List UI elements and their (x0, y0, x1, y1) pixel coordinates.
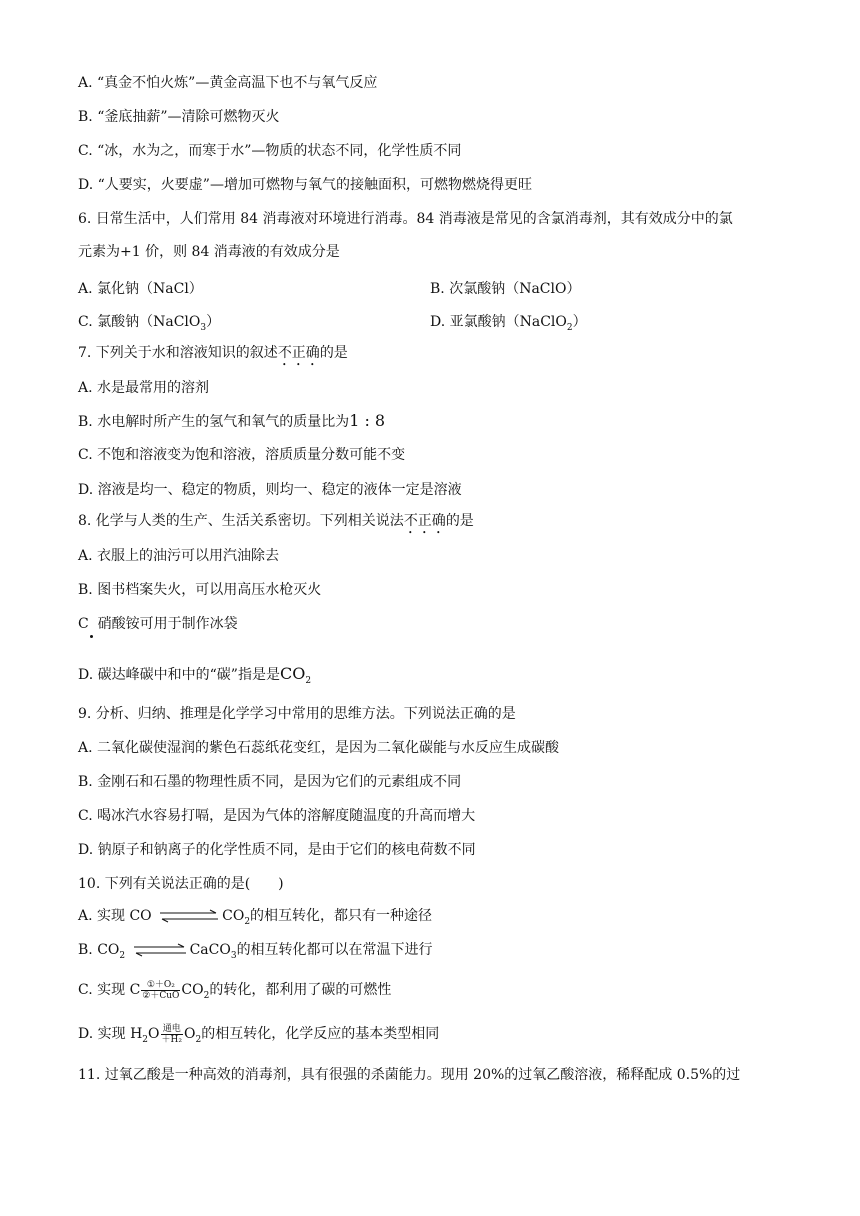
q10-option-c-cond-bottom: ②＋CuO (142, 990, 180, 1001)
q7-option-a: A. 水是最常用的溶剂 (78, 380, 210, 396)
reversible-arrow-icon (132, 943, 188, 957)
q8-option-d-sub: 2 (305, 675, 312, 686)
q8-option-d-text: D. 碳达峰碳中和中的“碳”指是是 (78, 667, 280, 683)
q10-option-b (78, 941, 433, 965)
q8-option-a: A. 衣服上的油污可以用汽油除去 (78, 548, 280, 564)
q10-option-d-o2: O (183, 1026, 196, 1042)
q6-option-c-sub: 3 (200, 322, 207, 333)
q8-option-b: B. 图书档案失火，可以用高压水枪灭火 (78, 582, 322, 598)
q6-option-d-sub: 2 (566, 322, 573, 333)
q6-option-a: A. 氯化钠（NaCl） (78, 281, 203, 297)
q5-option-a: A. “真金不怕火炼”—黄金高温下也不与氧气反应 (78, 75, 378, 91)
q8-stem-emphasis: 不正确 (403, 513, 446, 529)
q6-option-c-suffix: ） (206, 314, 221, 330)
q10-option-c-conditions (141, 980, 180, 1001)
q8-option-d-formula: CO (279, 664, 306, 683)
q10-option-d-sub1: 2 (142, 1034, 149, 1045)
q6-option-d (430, 311, 587, 333)
q10-option-a-suffix: 的相互转化，都只有一种途径 (250, 908, 433, 924)
stray-dot-mark (90, 635, 93, 638)
q10-option-b-sub1: 2 (119, 950, 126, 961)
q10-option-b-sub2: 3 (230, 950, 237, 961)
q9-option-d: D. 钠原子和钠离子的化学性质不同，是由于它们的核电荷数不同 (78, 842, 476, 858)
q10-option-d (78, 1022, 439, 1052)
q9-stem: 9. 分析、归纳、推理是化学学习中常用的思维方法。下列说法正确的是 (78, 706, 516, 722)
q10-option-d-suffix: 的相互转化，化学反应的基本类型相同 (201, 1026, 440, 1042)
q6-option-b: B. 次氯酸钠（NaClO） (430, 281, 581, 297)
q6-option-c-prefix: C. 氯酸钠（NaClO (78, 314, 201, 330)
q10-option-c-co: CO (181, 982, 204, 998)
q7-stem (78, 344, 348, 369)
q10-option-d-o: O (148, 1026, 160, 1042)
q10-option-c-cond-top: ①＋O₂ (141, 980, 180, 991)
q7-option-b-ratio: 1 : 8 (349, 411, 386, 430)
q10-option-c-sub: 2 (203, 990, 210, 1001)
q8-stem (78, 512, 474, 537)
q6-stem-line1: 6. 日常生活中，人们常用 84 消毒液对环境进行消毒。84 消毒液是常见的含氯消毒剂，其有效成分中的氯 (78, 211, 733, 227)
q9-option-a: A. 二氧化碳使湿润的紫色石蕊纸花变红，是因为二氧化碳能与水反应生成碳酸 (78, 740, 560, 756)
q8-option-c-text: 硝酸铵可用于制作冰袋 (97, 616, 238, 632)
q7-stem-after: 的是 (319, 345, 348, 361)
q10-option-d-cond-bottom: ＋H₂ (161, 1034, 182, 1045)
q5-option-c: C. “冰，水为之，而寒于水”—物质的状态不同，化学性质不同 (78, 143, 462, 159)
q9-option-b: B. 金刚石和石墨的物理性质不同，是因为它们的元素组成不同 (78, 774, 462, 790)
q8-stem-before: 8. 化学与人类的生产、生活关系密切。下列相关说法 (78, 513, 404, 529)
q8-option-d (78, 665, 311, 690)
q7-stem-before: 7. 下列关于水和溶液知识的叙述 (78, 345, 278, 361)
q10-option-a (78, 907, 432, 931)
q6-option-d-suffix: ） (572, 314, 587, 330)
q9-option-c: C. 喝冰汽水容易打嗝，是因为气体的溶解度随温度的升高而增大 (78, 808, 476, 824)
q8-option-c-letter: C (78, 616, 89, 632)
q10-option-a-sub: 2 (244, 916, 251, 927)
q10-option-a-co: CO (222, 908, 245, 924)
q5-option-b: B. “釜底抽薪”—清除可燃物灭火 (78, 109, 280, 125)
q11-stem-line1: 11. 过氧乙酸是一种高效的消毒剂，具有很强的杀菌能力。现用 20%的过氧乙酸溶液，稀释配成 0.5%的过 (78, 1067, 741, 1083)
q7-option-c: C. 不饱和溶液变为饱和溶液，溶质质量分数可能不变 (78, 447, 406, 463)
q10-option-c-prefix: C. 实现 C (78, 982, 141, 998)
q10-option-c-suffix: 的转化，都利用了碳的可燃性 (209, 982, 392, 998)
q10-option-d-cond-top: 通电 (161, 1024, 183, 1035)
q8-option-c (78, 615, 238, 633)
reversible-arrow-icon (158, 909, 220, 923)
q10-option-d-prefix: D. 实现 H (78, 1026, 143, 1042)
q5-option-d: D. “人要实，火要虚”—增加可燃物与氧气的接触面积，可燃物燃烧得更旺 (78, 177, 532, 193)
q6-option-c (78, 311, 220, 333)
q10-option-d-conditions (161, 1024, 183, 1045)
q7-stem-emphasis: 不正确 (277, 345, 320, 361)
q10-option-b-caco: CaCO (189, 942, 231, 958)
q10-option-b-suffix: 的相互转化都可以在常温下进行 (236, 942, 433, 958)
q10-option-b-prefix: B. CO (78, 942, 120, 958)
q6-option-d-prefix: D. 亚氯酸钠（NaClO (430, 314, 567, 330)
q10-stem: 10. 下列有关说法正确的是( ) (78, 876, 284, 892)
q8-stem-after: 的是 (445, 513, 474, 529)
q10-option-a-prefix: A. 实现 CO (78, 908, 152, 924)
q10-option-c (78, 978, 391, 1008)
q7-option-d: D. 溶液是均一、稳定的物质，则均一、稳定的液体一定是溶液 (78, 482, 462, 498)
q6-stem-line2: 元素为+1 价，则 84 消毒液的有效成分是 (78, 244, 340, 260)
q7-option-b-text: B. 水电解时所产生的氢气和氧气的质量比为 (78, 414, 350, 430)
q7-option-b (78, 412, 385, 431)
q10-option-d-sub2: 2 (195, 1034, 202, 1045)
